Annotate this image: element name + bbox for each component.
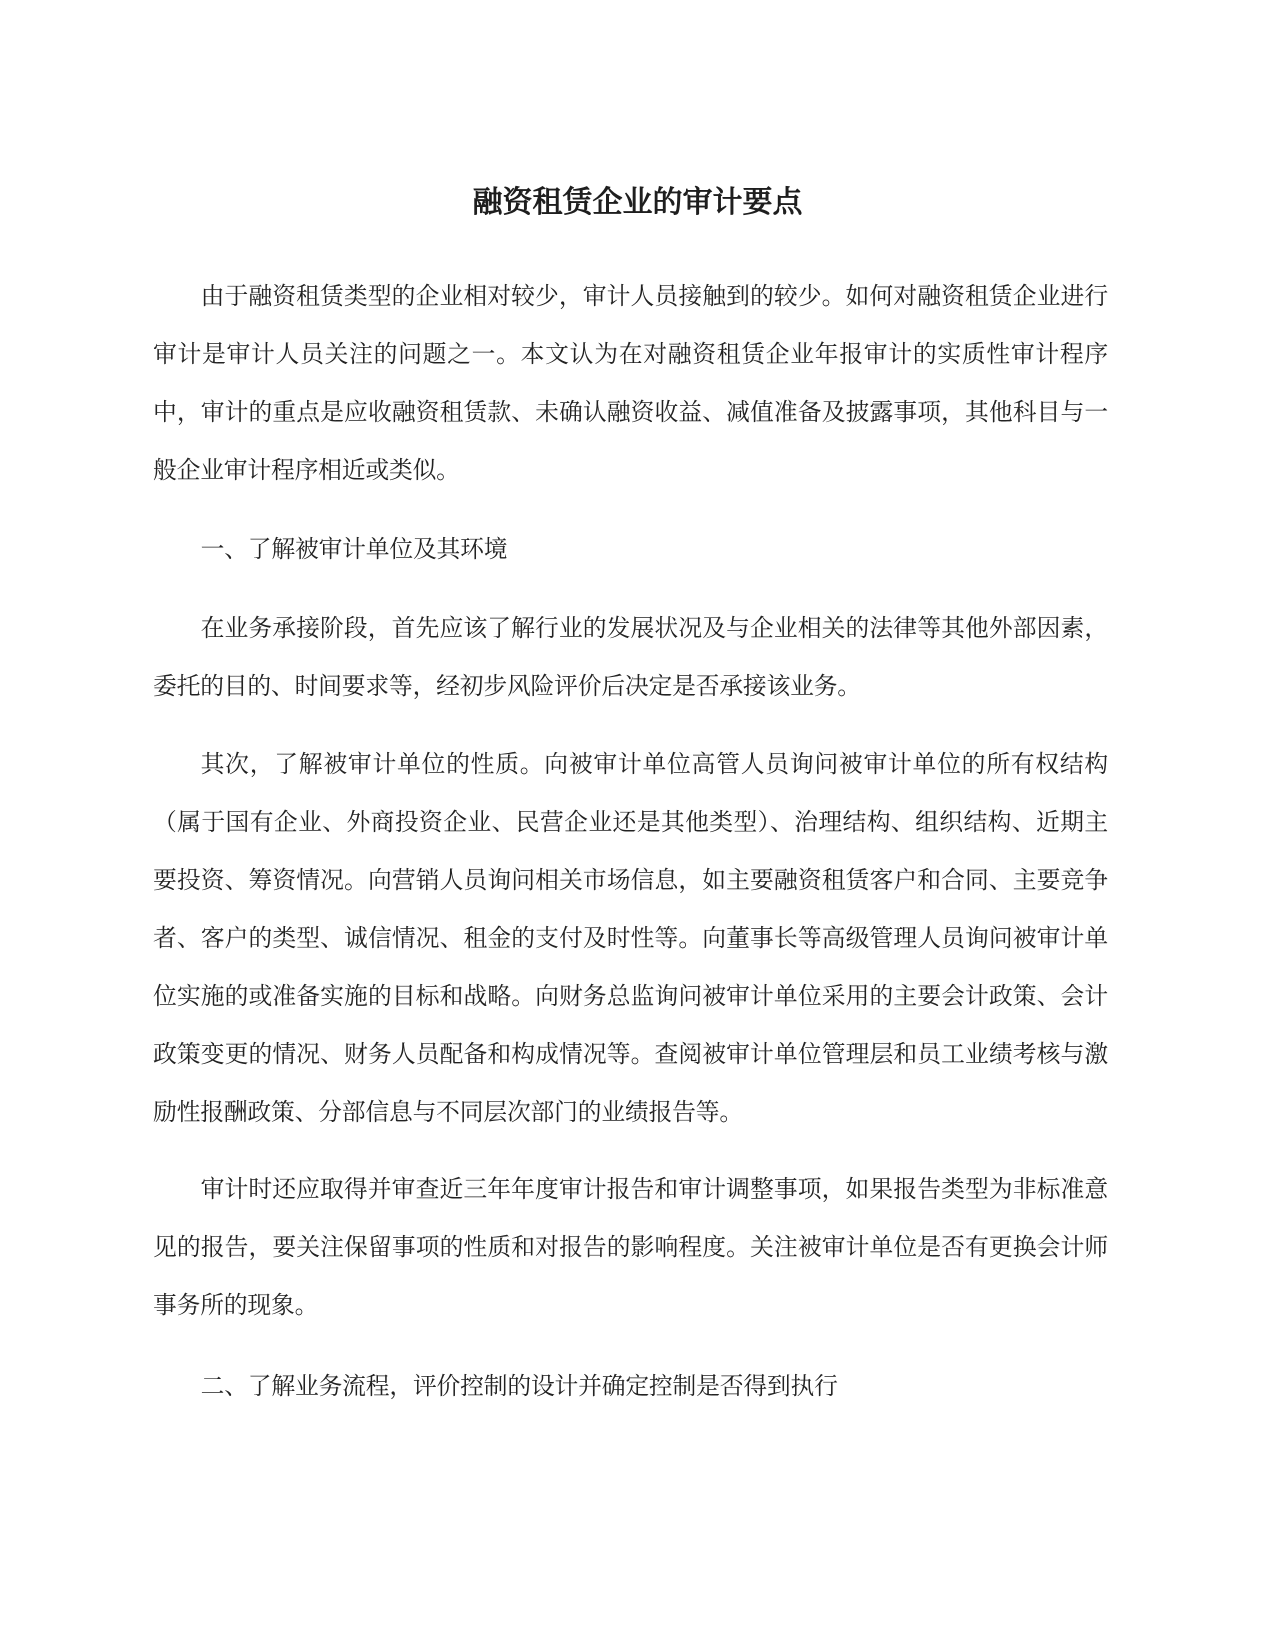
document-title: 融资租赁企业的审计要点: [472, 185, 803, 220]
section-2-heading: 二、了解业务流程，评价控制的设计并确定控制是否得到执行: [200, 1372, 838, 1400]
section-1-paragraph-1: 在业务承接阶段，首先应该了解行业的发展状况及与企业相关的法律等其他外部因素，委托的目的、时间要求等，经初步风险评价后决定是否承接该业务。: [153, 614, 1108, 700]
section-1-paragraph-3: 审计时还应取得并审查近三年年度审计报告和审计调整事项，如果报告类型为非标准意见的报告，要关注保留事项的性质和对报告的影响程度。关注被审计单位是否有更换会计师事务所的现象。: [153, 1175, 1108, 1319]
section-1-paragraph-2: 其次，了解被审计单位的性质。向被审计单位高管人员询问被审计单位的所有权结构（属于国有企业、外商投资企业、民营企业还是其他类型）、治理结构、组织结构、近期主要投资、筹资情况。向营销人员询问相关市场信息，如主要融资租赁客户和合同、主要竞争者、客户的类型、诚信情况、租金的支付及时性等。向董事长等高级管理人员询问被审计单位实施的或准备实施的目标和战略。向财务总监询问被审计单位采用的主要会计政策、会计政策变更的情况、财务人员配备和构成情况等。查阅被审计单位管理层和员工业绩考核与激励性报酬政策、分部信息与不同层次部门的业绩报告等。: [153, 750, 1108, 1126]
intro-paragraph: 由于融资租赁类型的企业相对较少，审计人员接触到的较少。如何对融资租赁企业进行审计是审计人员关注的问题之一。本文认为在对融资租赁企业年报审计的实质性审计程序中，审计的重点是应收融资租赁款、未确认融资收益、减值准备及披露事项，其他科目与一般企业审计程序相近或类似。: [153, 282, 1108, 484]
section-1-heading: 一、了解被审计单位及其环境: [200, 535, 508, 563]
